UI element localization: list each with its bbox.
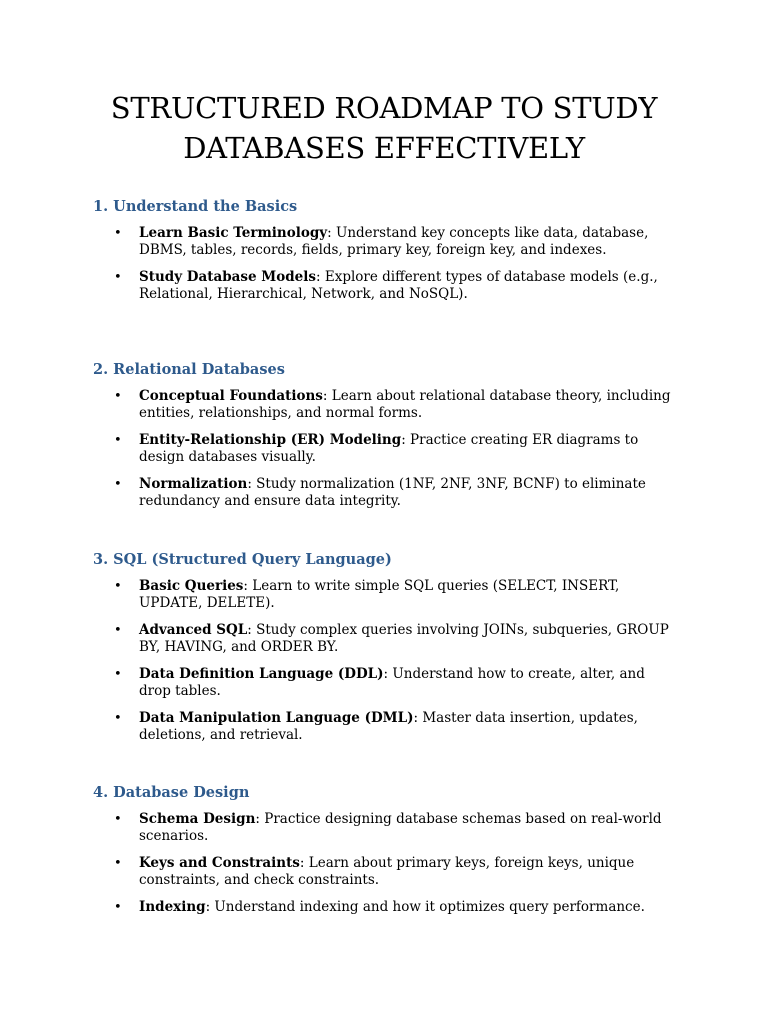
bullet-icon: • — [114, 579, 122, 594]
title-line-1: STRUCTURED ROADMAP TO STUDY — [110, 91, 658, 125]
item-description: : Learn about relational database theory, including entities, relationships, and normal forms. — [139, 388, 671, 421]
page-title — [0, 88, 768, 168]
section-database-design — [93, 784, 693, 916]
list-item — [93, 666, 674, 700]
list-item — [93, 811, 674, 845]
item-term: Schema Design — [139, 811, 256, 827]
item-term: Learn Basic Terminology — [139, 225, 328, 241]
section-understand-basics — [93, 198, 693, 303]
bullet-icon: • — [114, 270, 122, 285]
item-term: Advanced SQL — [139, 622, 248, 638]
item-term: Data Definition Language (DDL) — [139, 666, 384, 682]
item-description: : Practice creating ER diagrams to design databases visually. — [139, 432, 639, 465]
bullet-icon: • — [114, 389, 122, 404]
bullet-icon: • — [114, 623, 122, 638]
item-term: Study Database Models — [139, 269, 317, 285]
bullet-icon: • — [114, 477, 122, 492]
section-heading: 4. Database Design — [93, 784, 250, 801]
item-description: : Study complex queries involving JOINs, subqueries, GROUP BY, HAVING, and ORDER BY. — [139, 622, 669, 655]
section-item-list — [93, 578, 693, 744]
item-description: : Understand indexing and how it optimizes query performance. — [205, 899, 645, 915]
title-line-2: DATABASES EFFECTIVELY — [183, 131, 585, 165]
bullet-icon: • — [114, 711, 122, 726]
list-item — [93, 899, 674, 916]
list-item — [93, 269, 674, 303]
item-description: : Master data insertion, updates, deletions, and retrieval. — [139, 710, 638, 743]
item-description: : Study normalization (1NF, 2NF, 3NF, BCNF) to eliminate redundancy and ensure data integrity. — [139, 476, 646, 509]
bullet-icon: • — [114, 433, 122, 448]
section-sql — [93, 551, 693, 744]
item-description: : Explore different types of database models (e.g., Relational, Hierarchical, Network, and NoSQL). — [139, 269, 658, 302]
list-item — [93, 622, 674, 656]
item-description: : Understand how to create, alter, and drop tables. — [139, 666, 645, 699]
item-term: Entity-Relationship (ER) Modeling — [139, 432, 402, 448]
section-item-list — [93, 225, 693, 303]
list-item — [93, 225, 674, 259]
section-heading: 2. Relational Databases — [93, 361, 285, 378]
item-description: : Learn about primary keys, foreign keys, unique constraints, and check constraints. — [139, 855, 635, 888]
bullet-icon: • — [114, 226, 122, 241]
list-item — [93, 855, 674, 889]
item-term: Conceptual Foundations — [139, 388, 323, 404]
item-term: Basic Queries — [139, 578, 244, 594]
item-term: Data Manipulation Language (DML) — [139, 710, 414, 726]
section-heading: 3. SQL (Structured Query Language) — [93, 551, 392, 568]
item-term: Normalization — [139, 476, 248, 492]
item-description: : Practice designing database schemas based on real-world scenarios. — [139, 811, 662, 844]
bullet-icon: • — [114, 812, 122, 827]
bullet-icon: • — [114, 667, 122, 682]
section-relational-databases — [93, 361, 693, 510]
item-description: : Understand key concepts like data, database, DBMS, tables, records, fields, primary key, foreign key, and indexes. — [139, 225, 649, 258]
list-item — [93, 476, 674, 510]
section-heading: 1. Understand the Basics — [93, 198, 298, 215]
item-term: Keys and Constraints — [139, 855, 300, 871]
bullet-icon: • — [114, 900, 122, 915]
section-item-list — [93, 811, 693, 916]
section-item-list — [93, 388, 693, 510]
list-item — [93, 388, 674, 422]
list-item — [93, 578, 674, 612]
bullet-icon: • — [114, 856, 122, 871]
item-description: : Learn to write simple SQL queries (SELECT, INSERT, UPDATE, DELETE). — [139, 578, 620, 611]
list-item — [93, 432, 674, 466]
item-term: Indexing — [139, 899, 206, 915]
list-item — [93, 710, 674, 744]
